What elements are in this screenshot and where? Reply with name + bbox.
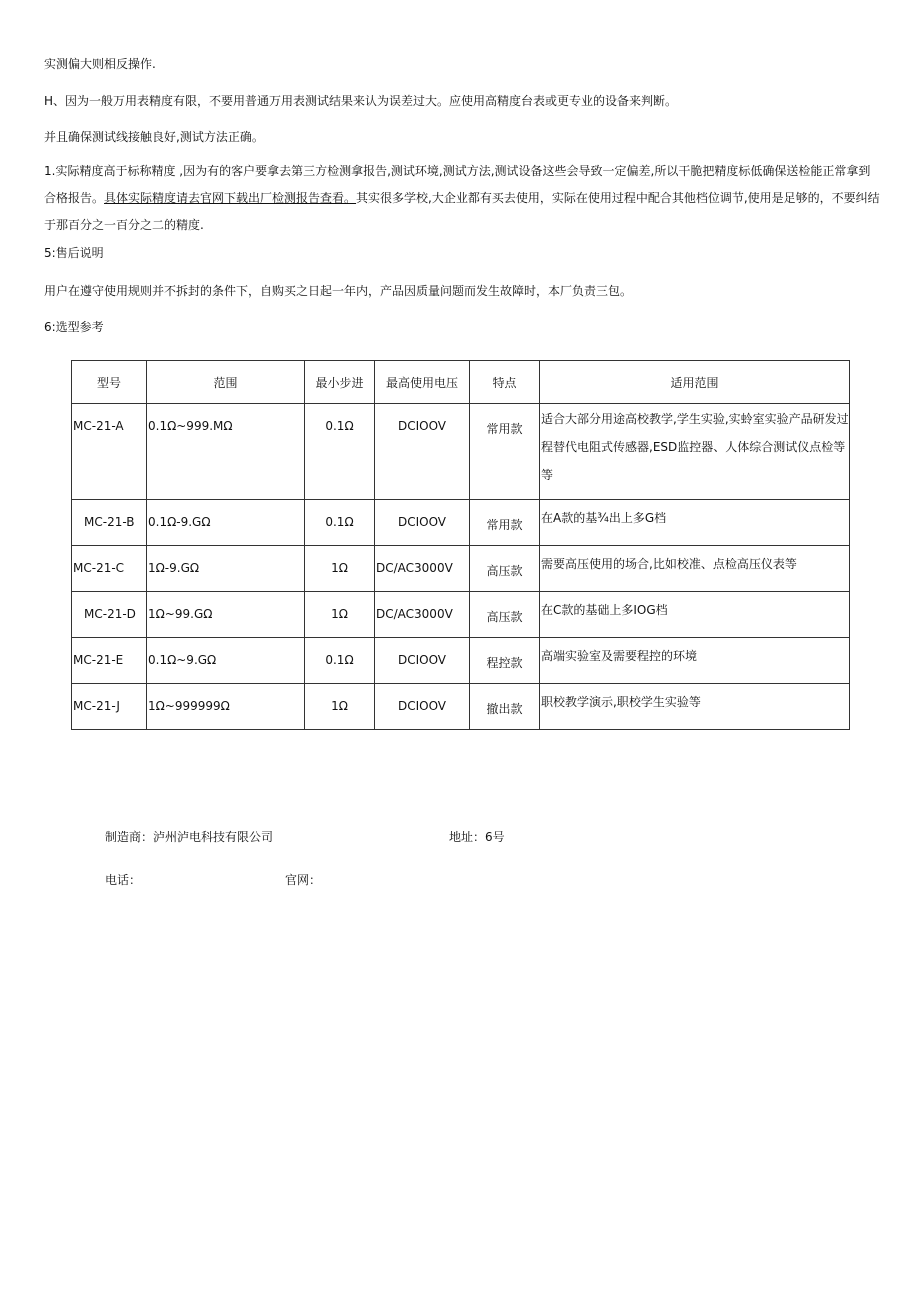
table-row — [72, 500, 850, 546]
cell-usage: 高端实验室及需要程控的环境 — [540, 638, 850, 684]
cell-usage: 需要高压使用的场合,比如校准、点检高压仪表等 — [540, 546, 850, 592]
cell-feature: 常用款 — [470, 404, 540, 500]
section-after-sales-title: 5:售后说明 — [44, 246, 104, 260]
header-voltage: 最高使用电压 — [375, 361, 470, 404]
table-row — [72, 638, 850, 684]
cell-range: 0.1Ω~999.MΩ — [147, 404, 305, 500]
cell-feature: 高压款 — [470, 546, 540, 592]
table-row — [72, 592, 850, 638]
table-row — [72, 546, 850, 592]
cell-step: 1Ω — [305, 684, 375, 730]
table-row — [72, 404, 850, 500]
cell-step: 0.1Ω — [305, 500, 375, 546]
cell-step: 0.1Ω — [305, 638, 375, 684]
cell-voltage: DCIOOV — [375, 684, 470, 730]
paragraph-reverse-operation: 实测偏大则相反操作. — [44, 57, 156, 71]
cell-range: 0.1Ω~9.GΩ — [147, 638, 305, 684]
address-value: 6号 — [485, 830, 505, 844]
cell-voltage: DC/AC3000V — [375, 546, 470, 592]
cell-feature: 撤出款 — [470, 684, 540, 730]
cell-step: 1Ω — [305, 592, 375, 638]
cell-model: MC-21-C — [72, 546, 147, 592]
cell-step: 0.1Ω — [305, 404, 375, 500]
accuracy-report-link-text: 具体实际精度请去官网下载出厂检测报告查看。 — [104, 191, 357, 205]
footer-address — [449, 828, 505, 845]
cell-model: MC-21-D — [72, 592, 147, 638]
cell-usage: 适合大部分用途高校教学,学生实验,实蛉室实验产品研发过程替代电阻式传感器,ESD监控器、人体综合测试仪点检等等 — [540, 404, 850, 500]
footer-website-label: 官网： — [285, 873, 322, 887]
cell-model: MC-21-E — [72, 638, 147, 684]
cell-voltage: DC/AC3000V — [375, 592, 470, 638]
header-feature: 特点 — [470, 361, 540, 404]
accuracy-text-part1: 1.实际精度高于标称精度 ,因为有的客户要拿去第三方检测拿报告,测试环境,测试方法,测试设备这些会导致一定偏差,所以干脆把精度标低确保送检能正常拿到合格报告。 — [44, 164, 871, 205]
manufacturer-name: 泸州泸电科技有限公司 — [153, 830, 274, 844]
accuracy-text-part2: 其实很多学校,大企业都有买去使用，实际在使用过程中配合其他档位调节,使用是足够的，不要纠结于那百分之一百分之二的精度. — [44, 191, 880, 232]
section-selection-title: 6:选型参考 — [44, 320, 104, 334]
cell-model: MC-21-B — [72, 500, 147, 546]
cell-voltage: DCIOOV — [375, 638, 470, 684]
header-usage: 适用范围 — [540, 361, 850, 404]
cell-voltage: DCIOOV — [375, 500, 470, 546]
header-step: 最小步进 — [305, 361, 375, 404]
header-range: 范围 — [147, 361, 305, 404]
footer-phone-label: 电话： — [105, 873, 142, 887]
cell-usage: 在C款的基础上多IOG档 — [540, 592, 850, 638]
cell-range: 1Ω~99.GΩ — [147, 592, 305, 638]
header-model: 型号 — [72, 361, 147, 404]
table-row — [72, 684, 850, 730]
cell-feature: 常用款 — [470, 500, 540, 546]
section-after-sales-text: 用户在遵守使用规则并不拆封的条件下，自购买之日起一年内，产品因质量问题而发生故障时，本厂负责三包。 — [44, 284, 633, 298]
paragraph-test-lead-note: 并且确保测试线接触良好,测试方法正确。 — [44, 130, 264, 144]
cell-range: 1Ω-9.GΩ — [147, 546, 305, 592]
paragraph-accuracy-note — [44, 158, 882, 239]
cell-range: 1Ω~999999Ω — [147, 684, 305, 730]
cell-feature: 高压款 — [470, 592, 540, 638]
manufacturer-label: 制造商： — [105, 830, 154, 844]
selection-table — [71, 360, 850, 730]
paragraph-multimeter-note: H、因为一般万用表精度有限，不要用普通万用表测试结果来认为误差过大。应使用高精度台表或更专业的设备来判断。 — [44, 94, 678, 108]
footer-manufacturer — [105, 828, 273, 845]
address-label: 地址： — [449, 830, 486, 844]
cell-usage: 在A款的基¾出上多G档 — [540, 500, 850, 546]
cell-usage: 职校教学演示,职校学生实验等 — [540, 684, 850, 730]
cell-voltage: DCIOOV — [375, 404, 470, 500]
cell-range: 0.1Ω-9.GΩ — [147, 500, 305, 546]
cell-step: 1Ω — [305, 546, 375, 592]
cell-feature: 程控款 — [470, 638, 540, 684]
table-header-row — [72, 361, 850, 404]
cell-model: MC-21-J — [72, 684, 147, 730]
cell-model: MC-21-A — [72, 404, 147, 500]
